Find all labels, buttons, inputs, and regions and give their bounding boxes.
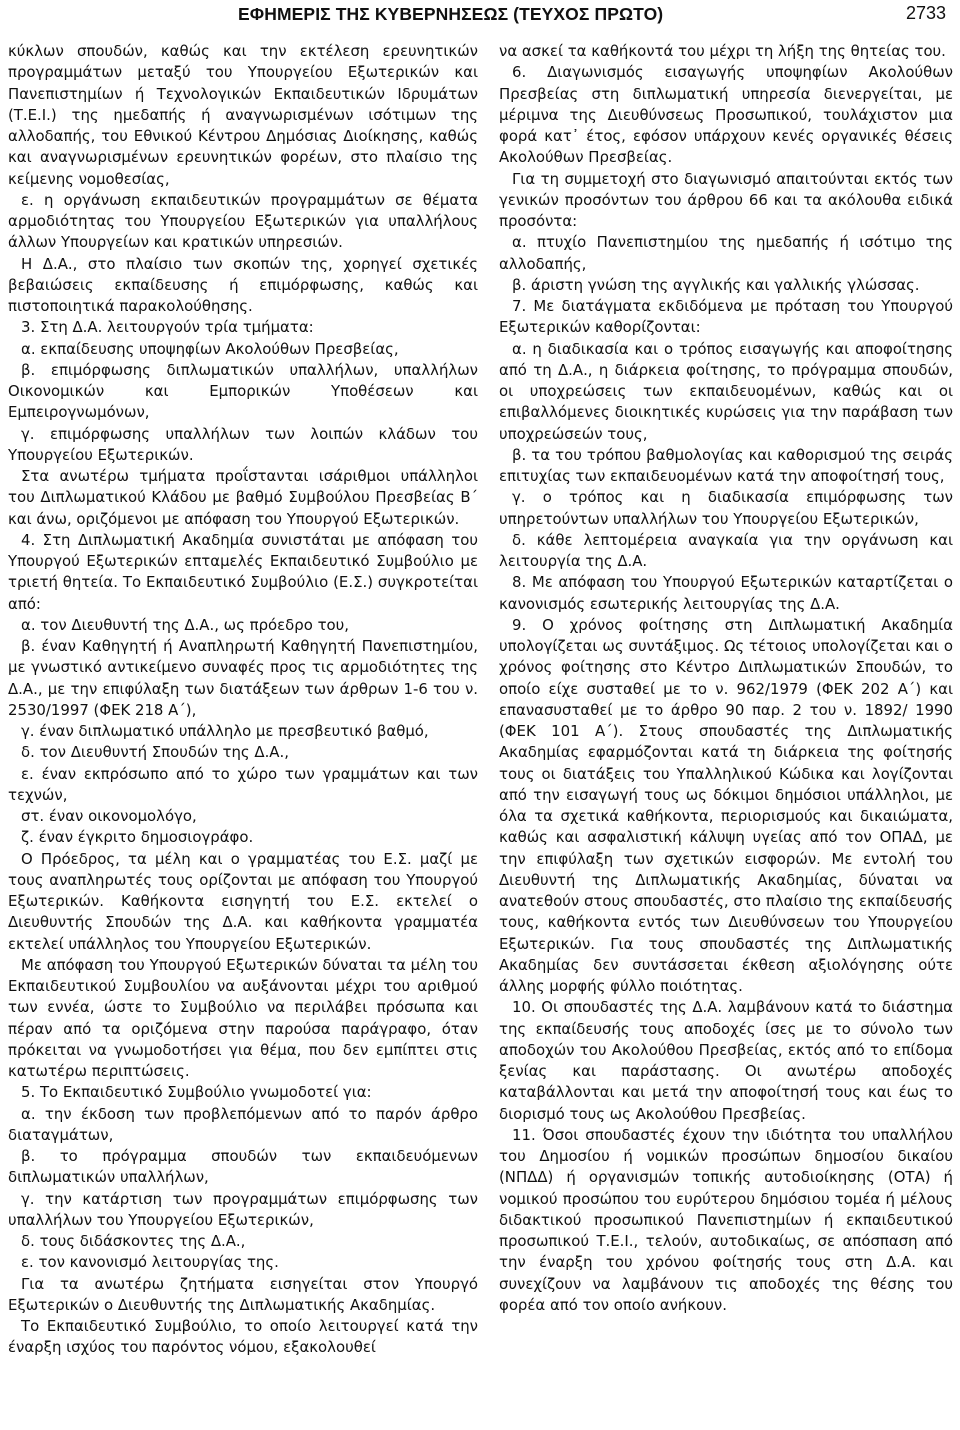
left-column <box>8 41 478 1359</box>
paragraph: Για τα ανωτέρω ζητήματα εισηγείται στον Υπουργό Εξωτερικών ο Διευθυντής της Διπλωματικής Ακαδημίας. <box>8 1274 478 1314</box>
paragraph: β. επιμόρφωσης διπλωματικών υπαλλήλων, υπαλλήλων Οικονομικών και Εμπορικών Υποθέσεων και Εμπειρογνωμόνων, <box>8 360 478 422</box>
paragraph: Το Εκπαιδευτικό Συμβούλιο, το οποίο λειτουργεί κατά την έναρξη ισχύος του παρόντος νόμου, εξακολουθεί <box>8 1317 478 1357</box>
paragraph: γ. έναν διπλωματικό υπάλληλο με πρεσβευτικό βαθμό, <box>21 722 429 740</box>
paragraph: Για τη συμμετοχή στο διαγωνισμό απαιτούνται εκτός των γενικών προσόντων του άρθρου 66 και τα ακόλουθα ειδικά προσόντα: <box>499 169 953 230</box>
paragraph: α. εκπαίδευσης υποψηφίων Ακολούθων Πρεσβείας, <box>21 339 399 358</box>
paragraph: 7. Με διατάγματα εκδιδόμενα με πρόταση του Υπουργού Εξωτερικών καθορίζονται: <box>499 297 953 337</box>
paragraph: β. άριστη γνώση της αγγλικής και γαλλικής γλώσσας. <box>512 275 920 294</box>
paragraph: 5. Το Εκπαιδευτικό Συμβούλιο γνωμοδοτεί για: <box>21 1083 372 1102</box>
paragraph: Η Δ.Α., στο πλαίσιο των σκοπών της, χορηγεί σχετικές βεβαιώσεις εκπαίδευσης ή επιμόρφωσης, καθώς και πιστοποιητικά παρακολούθησης. <box>8 254 478 315</box>
paragraph: 11. Όσοι σπουδαστές έχουν την ιδιότητα του υπαλλήλου του Δημοσίου ή νομικών προσώπων δημοσίου δικαίου (ΝΠΔΔ) ή οργανισμών τοπικής αυτοδιοίκησης (ΟΤΑ) ή νομικού προσώπου του ευρύτερου δημόσιου τομέα ή μέλους διδακτικού προσωπικού Πανεπιστημίων ή εκπαιδευτικού προσωπικού Τ.Ε.Ι., τελούν, αυτοδικαίως, σε απόσπαση από την έναρξη του χρόνου φοίτησής τους στη Δ.Α. και συνεχίζουν να λαμβάνουν τις αποδοχές της θέσης του φορέα από τον οποίο ανήκουν. <box>499 1125 953 1314</box>
paragraph: Ο Πρόεδρος, τα μέλη και ο γραμματέας του Ε.Σ. μαζί με τους αναπληρωτές τους ορίζονται με απόφαση του Υπουργού Εξωτερικών. Καθήκοντα εισηγητή του Ε.Σ. εκτελεί ο Διευθυντής Σπουδών της Δ.Α. και καθήκοντα γραμματέα εκτελεί υπάλληλος του Υπουργείου Εξωτερικών. <box>8 849 478 953</box>
paragraph: α. η διαδικασία και ο τρόπος εισαγωγής και αποφοίτησης από τη Δ.Α., η διάρκεια φοίτησης, το πρόγραμμα σπουδών, οι υποχρεώσεις των εκπαιδευομένων, καθώς και οι επιβαλλόμενες διοικητικές κυρώσεις για την παράβαση των υποχρεώσεών τους, <box>499 339 953 443</box>
paragraph: γ. ο τρόπος και η διαδικασία επιμόρφωσης των υπηρετούντων υπαλλήλων του Υπουργείου Εξωτερικών, <box>499 488 953 528</box>
page-header <box>0 0 960 40</box>
paragraph: β. το πρόγραμμα σπουδών των εκπαιδευόμενων διπλωματικών υπαλλήλων, <box>8 1147 478 1187</box>
paragraph: κύκλων σπουδών, καθώς και την εκτέλεση ερευνητικών προγραμμάτων μεταξύ του Υπουργείου Εξωτερικών και Πανεπιστημίων ή Τεχνολογικών Εκπαιδευτικών Ιδρυμάτων (Τ.Ε.Ι.) της ημεδαπής ή αναγνωρισμένων ισότιμων της αλλοδαπής, του Εθνικού Κέντρου Δημόσιας Διοίκησης, καθώς και αναγνωρισμένων ερευνητικών φορέων, στο πλαίσιο της κείμενης νομοθεσίας, <box>8 42 478 188</box>
paragraph: δ. τους διδάσκοντες της Δ.Α., <box>21 1232 246 1250</box>
paragraph: α. πτυχίο Πανεπιστημίου της ημεδαπής ή ισότιμο της αλλοδαπής, <box>499 233 953 273</box>
paragraph: 3. Στη Δ.Α. λειτουργούν τρία τμήματα: <box>21 318 314 337</box>
gazette-title: ΕΦΗΜΕΡΙΣ ΤΗΣ ΚΥΒΕΡΝΗΣΕΩΣ (ΤΕΥΧΟΣ ΠΡΩΤΟ) <box>238 4 664 24</box>
paragraph: στ. έναν οικονομολόγο, <box>21 807 197 825</box>
paragraph: ε. έναν εκπρόσωπο από το χώρο των γραμμάτων και των τεχνών, <box>8 764 478 804</box>
paragraph: 8. Με απόφαση του Υπουργού Εξωτερικών καταρτίζεται ο κανονισμός εσωτερικής λειτουργίας της Δ.Α. <box>499 573 953 613</box>
paragraph: 6. Διαγωνισμός εισαγωγής υποψηφίων Ακολούθων Πρεσβείας στη διπλωματική υπηρεσία διενεργείται, με μέριμνα της Διευθύνσεως Προσωπικού, τουλάχιστον μια φορά κατ᾽ έτος, εφόσον υπάρχουν κενές οργανικές θέσεις Ακολούθων Πρεσβείας. <box>499 63 953 167</box>
paragraph: Με απόφαση του Υπουργού Εξωτερικών δύναται τα μέλη του Εκπαιδευτικού Συμβουλίου να αυξάνονται μέχρι του αριθμού των εννέα, ώστε το Συμβούλιο να περιλάβει πρόσωπα και πέραν από τα οριζόμενα στην παρούσα παράγραφο, όταν πρόκειται να γνωμοδοτήσει για θέμα, που δεν εμπίπτει στις κατωτέρω περιπτώσεις. <box>8 955 478 1080</box>
paragraph: 9. Ο χρόνος φοίτησης στη Διπλωματική Ακαδημία υπολογίζεται ως συντάξιμος. Ως τέτοιος υπολογίζεται και ο χρόνος φοίτησης στο Κέντρο Διπλωματικών Σπουδών, το οποίο είχε συσταθεί με το ν. 962/1979 (ΦΕΚ 202 Α΄) και επανασυσταθεί με το άρθρο 90 παρ. 2 του ν. 1892/ 1990 (ΦΕΚ 101 Α΄). Στους σπουδαστές της Διπλωματικής Ακαδημίας εφαρμόζονται κατά τη διάρκεια της φοίτησής τους οι διατάξεις του Υπαλληλικού Κώδικα και λογίζονται από την εισαγωγή τους ως δόκιμοι δημόσιοι υπάλληλοι, με όλα τα σχετικά καθήκοντα, περιορισμούς και δικαιώματα, καθώς και ασφαλιστική κάλυψη υγείας από τον ΟΠΑΔ, με την επιφύλαξη των σχετικών εισφορών. Με εντολή του Διευθυντή της Διπλωματικής Ακαδημίας, δύναται να ανατεθούν στους σπουδαστές, στο πλαίσιο της εκπαίδευσής τους, καθήκοντα εντός των Διευθύνσεων του Υπουργείου Εξωτερικών. Για τους σπουδαστές της Διπλωματικής Ακαδημίας δεν συντάσσεται έκθεση αξιολόγησης ούτε άλλης μορφής φύλλο ποιότητας. <box>499 615 953 995</box>
paragraph: α. τον Διευθυντή της Δ.Α., ως πρόεδρο του, <box>21 615 350 634</box>
paragraph: δ. τον Διευθυντή Σπουδών της Δ.Α., <box>21 743 289 762</box>
paragraph: ε. τον κανονισμό λειτουργίας της. <box>21 1253 279 1272</box>
paragraph: ζ. έναν έγκριτο δημοσιογράφο. <box>21 828 254 847</box>
page-number: 2733 <box>905 3 946 23</box>
paragraph: δ. κάθε λεπτομέρεια αναγκαία για την οργάνωση και λειτουργία της Δ.Α. <box>499 530 953 570</box>
paragraph: α. την έκδοση των προβλεπόμενων από το παρόν άρθρο διαταγμάτων, <box>8 1104 478 1144</box>
paragraph: Στα ανωτέρω τμήματα προΐστανται ισάριθμοι υπάλληλοι του Διπλωματικού Κλάδου με βαθμό Συμβούλου Πρεσβείας Β΄ και άνω, οριζόμενοι με απόφαση του Υπουργού Εξωτερικών. <box>8 467 478 528</box>
paragraph: β. έναν Καθηγητή ή Αναπληρωτή Καθηγητή Πανεπιστημίου, με γνωστικό αντικείμενο συναφές προς τις αρμοδιότητες της Δ.Α., με την επιφύλαξη των διατάξεων των άρθρων 1-6 του ν. 2530/1997 (ΦΕΚ 218 Α΄), <box>8 637 478 719</box>
paragraph: γ. επιμόρφωσης υπαλλήλων των λοιπών κλάδων του Υπουργείου Εξωτερικών. <box>8 424 478 464</box>
paragraph: γ. την κατάρτιση των προγραμμάτων επιμόρφωσης των υπαλλήλων του Υπουργείου Εξωτερικών, <box>8 1189 478 1229</box>
right-column <box>499 41 953 1316</box>
paragraph: 4. Στη Διπλωματική Ακαδημία συνιστάται με απόφαση του Υπουργού Εξωτερικών επταμελές Εκπαιδευτικό Συμβούλιο με τριετή θητεία. Το Εκπαιδευτικό Συμβούλιο (Ε.Σ.) συγκροτείται από: <box>8 530 478 613</box>
paragraph: ε. η οργάνωση εκπαιδευτικών προγραμμάτων σε θέματα αρμοδιότητας του Υπουργείου Εξωτερικών για υπαλλήλους άλλων Υπουργείων και κρατικών υπηρεσιών. <box>8 190 478 252</box>
paragraph: 10. Οι σπουδαστές της Δ.Α. λαμβάνουν κατά το διάστημα της εκπαίδευσής τους αποδοχές ίσες με το σύνολο των αποδοχών του Ακολούθου Πρεσβείας, εκτός από το επίδομα ξενίας και παράστασης. Οι ανωτέρω αποδοχές καταβάλλονται και μετά την αποφοίτησή τους και έως το διορισμό τους ως Ακολούθου Πρεσβείας. <box>499 998 953 1123</box>
paragraph: να ασκεί τα καθήκοντά του μέχρι τη λήξη της θητείας του. <box>499 42 946 60</box>
paragraph: β. τα του τρόπου βαθμολογίας και καθορισμού της σειράς επιτυχίας των εκπαιδευομένων κατά την αποφοίτησή τους, <box>499 445 953 485</box>
